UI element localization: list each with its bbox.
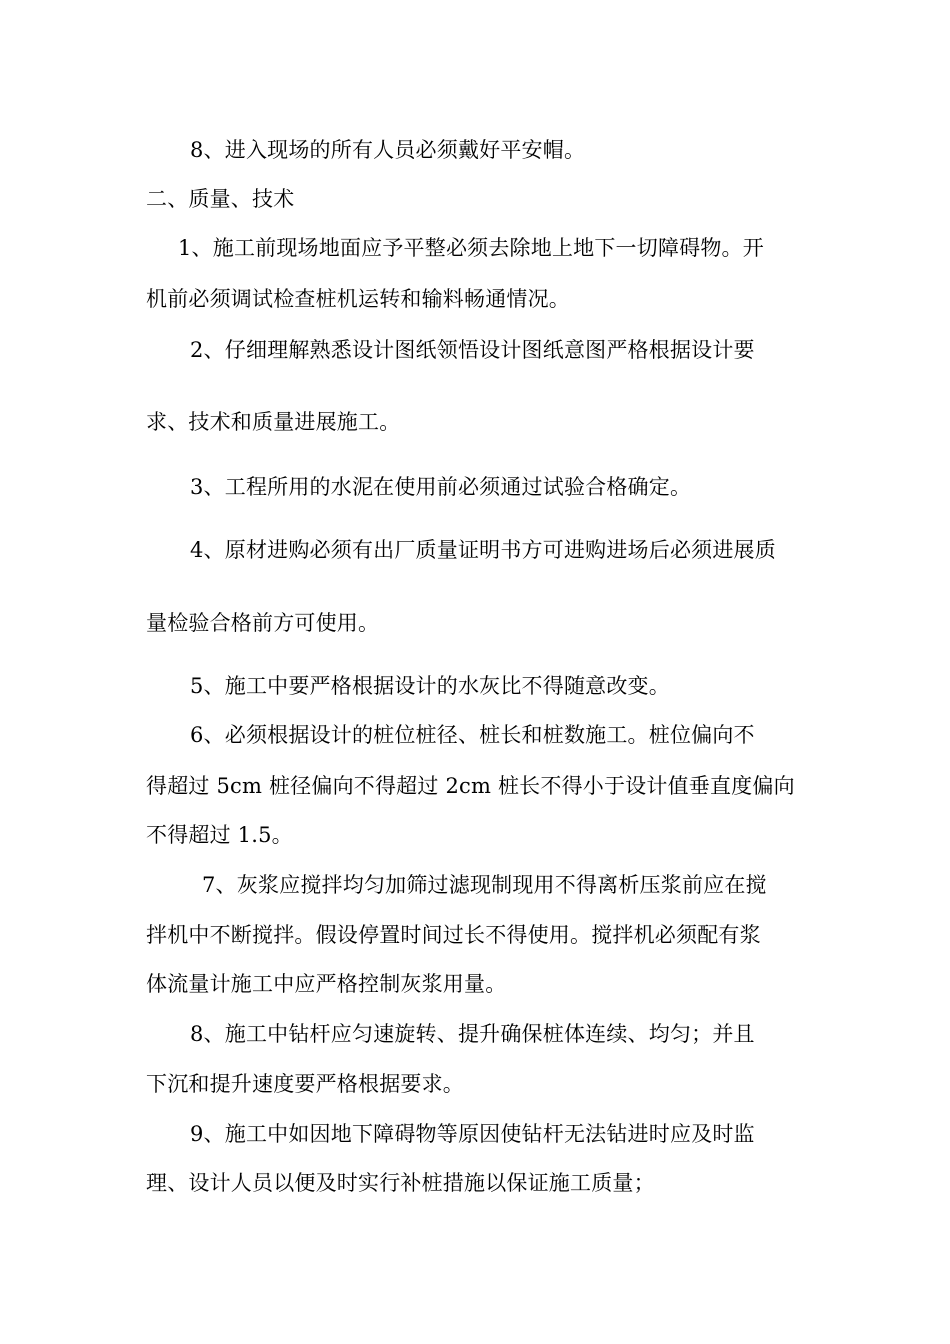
text-line: 4、原材进购必须有出厂质量证明书方可进购进场后必须进展质 <box>190 538 776 562</box>
text-line: 6、必须根据设计的桩位桩径、桩长和桩数施工。桩位偏向不 <box>190 723 755 747</box>
text-line: 理、设计人员以便及时实行补桩措施以保证施工质量； <box>146 1171 655 1195</box>
text-line: 9、施工中如因地下障碍物等原因使钻杆无法钻进时应及时监 <box>190 1122 755 1146</box>
text-line: 8、进入现场的所有人员必须戴好平安帽。 <box>190 138 586 162</box>
text-line: 3、工程所用的水泥在使用前必须通过试验合格确定。 <box>190 475 692 499</box>
text-line: 不得超过 1.5。 <box>146 823 293 847</box>
text-line: 拌机中不断搅拌。假设停置时间过长不得使用。搅拌机必须配有浆 <box>146 923 761 947</box>
text-line: 求、技术和质量进展施工。 <box>146 410 401 434</box>
text-line: 机前必须调试检查桩机运转和输料畅通情况。 <box>146 287 570 311</box>
text-line: 2、仔细理解熟悉设计图纸领悟设计图纸意图严格根据设计要 <box>190 338 755 362</box>
text-line: 得超过 5cm 桩径偏向不得超过 2cm 桩长不得小于设计值垂直度偏向 <box>146 774 795 798</box>
text-line: 量检验合格前方可使用。 <box>146 611 380 635</box>
text-line: 1、施工前现场地面应予平整必须去除地上地下一切障碍物。开 <box>178 236 764 260</box>
text-line: 体流量计施工中应严格控制灰浆用量。 <box>146 972 507 996</box>
section-heading: 二、质量、技术 <box>146 187 295 211</box>
text-line: 7、灰浆应搅拌均匀加筛过滤现制现用不得离析压浆前应在搅 <box>202 873 767 897</box>
text-line: 8、施工中钻杆应匀速旋转、提升确保桩体连续、均匀；并且 <box>190 1022 755 1046</box>
text-line: 5、施工中要严格根据设计的水灰比不得随意改变。 <box>190 674 670 698</box>
text-line: 下沉和提升速度要严格根据要求。 <box>146 1072 464 1096</box>
